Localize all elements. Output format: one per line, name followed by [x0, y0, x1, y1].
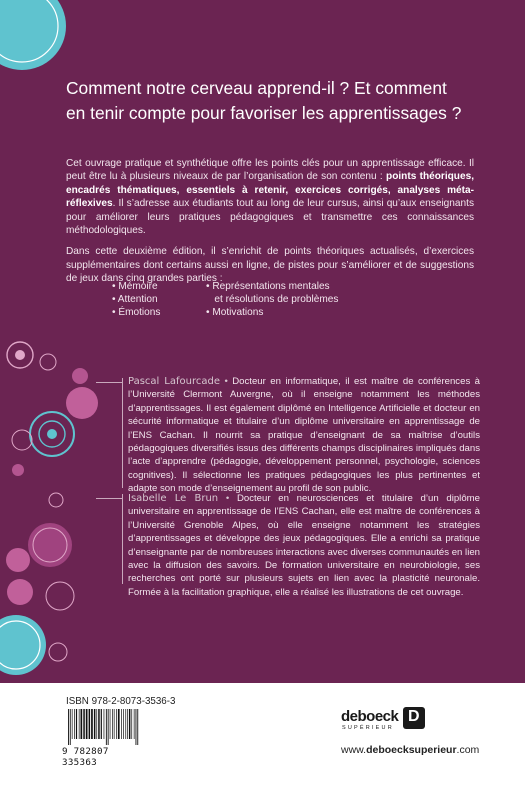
headline-line-2: en tenir compte pour favoriser les apprentissages ? [66, 103, 462, 123]
intro-paragraph-1 [66, 157, 474, 237]
author-bullet-1: • [224, 376, 228, 387]
barcode-bar [70, 709, 71, 745]
deco-circle-medium-4 [66, 387, 98, 419]
deco-circle-large-9 [28, 523, 72, 567]
deco-circle-medium-11 [7, 579, 33, 605]
deco-circle-ring-12 [46, 582, 74, 610]
barcode-bar [76, 709, 77, 739]
barcode-bar [134, 709, 135, 739]
barcode-image [62, 709, 142, 745]
parts-column-1 [112, 280, 160, 320]
barcode-bar [116, 709, 117, 739]
barcode-bar [79, 709, 80, 739]
deco-circle-ring-8 [49, 493, 63, 507]
part-item: et résolutions de problèmes [206, 294, 339, 306]
author-bio-2 [128, 492, 480, 599]
barcode-bar [83, 709, 85, 739]
author-vertical-line-2 [122, 494, 123, 584]
intro-text [66, 157, 474, 294]
intro-p1-end: . Il s’adresse aux étudiants tout au long de leur cursus, ainsi qu’aux enseignants pour améliorer leurs pratiques pédagogiques et transmettre ces connaissances méthodologiques. [66, 198, 474, 237]
barcode-bar [72, 709, 73, 739]
deco-circle-small-1-dot [15, 350, 25, 360]
intro-paragraph-2: Dans cette deuxième édition, il s’enrichit de points théoriques actualisés, d’exercices supplémentaires dont certains aussi en ligne, de pistes pour s’améliorer et de suggestions de jeux dans cinq grandes parties : [66, 246, 474, 285]
barcode-bar [86, 709, 88, 739]
barcode-bar [123, 709, 124, 739]
author-vertical-line-1 [122, 378, 123, 488]
part-item: • Motivations [206, 307, 264, 319]
barcode-bar [81, 709, 83, 739]
deco-circle-ring-6 [12, 430, 32, 450]
barcode-bar [96, 709, 97, 739]
headline-line-1: Comment notre cerveau apprend-il ? Et comment [66, 78, 447, 98]
author-name-2: Isabelle Le Brun [128, 493, 219, 504]
barcode-bar [106, 709, 107, 745]
author-name-1: Pascal Lafourcade [128, 376, 220, 387]
isbn-digits: 9 782807 335363 [62, 746, 109, 768]
barcode-bar [131, 709, 132, 739]
barcode-bar [125, 709, 126, 739]
barcode-bar [94, 709, 96, 739]
barcode-bar [129, 709, 131, 739]
barcode-bar [110, 709, 111, 739]
barcode-bar [112, 709, 113, 739]
barcode-bar [127, 709, 128, 739]
deco-circle-small-3 [72, 368, 88, 384]
part-item: • Représentations mentales [206, 281, 330, 292]
deco-circle-ring-13 [49, 643, 67, 661]
author-bio-1 [128, 375, 480, 496]
deco-circle-small-7 [12, 464, 24, 476]
author-bio-text-2: Docteur en neurosciences et titulaire d’un diplôme universitaire en apprentissage de l’ENS Cachan, elle est maître de conférences à l’Université Grenoble Alpes, où elle enseigne notamment les stratégies d’apprentissages et développe des jeux pédagogiques. Elle a enrichi sa pratique d’enseignante par de nombreuses interactions avec diverses communautés en lien avec la diffusion des savoirs. De formation universitaire en neurobiologie, ses recherches ont porté sur plusieurs sujets en lien avec la plasticité neuronale. Formée à la facilitation graphique, elle a réalisé les illustrations de cet ouvrage. [128, 493, 480, 598]
isbn-label: ISBN 978-2-8073-3536-3 [66, 696, 176, 707]
part-item: • Émotions [112, 307, 161, 319]
barcode-bar [136, 709, 137, 745]
publisher-logo-text: deboeck [341, 708, 399, 725]
parts-column-2 [206, 280, 338, 320]
deco-circle-teal-bottom [0, 615, 46, 675]
barcode-bar [91, 709, 93, 739]
site-prefix: www. [341, 744, 367, 756]
deco-circle-ring-2 [40, 354, 56, 370]
barcode-bar [114, 709, 115, 739]
barcode-bar [118, 709, 120, 739]
author-leader-line-2 [96, 498, 122, 499]
publisher-logo-subtext: SUPÉRIEUR [342, 725, 394, 731]
publisher-logo-mark-letter: D [408, 708, 420, 725]
author-bio-text-1: Docteur en informatique, il est maître de conférences à l’Université Clermont Auvergne, où il enseigne notamment les méthodes d’apprentissages. Il est également diplômé en Intelligence Artificielle et docteur en sécurité informatique et titulaire d’un diplôme universitaire en apprentissage de l’ENS Cachan. Il nourrit sa pratique d’enseignant de sa maîtrise d’outils pédagogiques diversifiés issus des différents champs disciplinaires impliqués dans l’acte d’apprendre (pédagogie, développement personnel, psychologie, sciences cognitives). Il sélectionne les pratiques pédagogiques les plus pertinentes et adapte son mode d’enseignement au profil de son public. [128, 376, 481, 495]
barcode-bar [89, 709, 91, 739]
barcode-bar [101, 709, 102, 739]
deco-circle-teal-5-dot [47, 429, 57, 439]
part-item: • Mémoire [112, 281, 158, 292]
headline [66, 76, 486, 126]
barcode-bar [121, 709, 122, 739]
barcode-bar [74, 709, 75, 739]
part-item: • Attention [112, 294, 158, 306]
site-suffix: .com [456, 744, 480, 756]
intro-p1-start: Cet ouvrage pratique et synthétique offre les points clés pour un apprentissage efficace. Il peut être lu à plusieurs niveaux de par l’organisation de son contenu : [66, 158, 474, 183]
barcode-bar [108, 709, 109, 745]
site-bold: deboecksuperieur [366, 744, 457, 756]
barcode-bar [98, 709, 100, 739]
publisher-logo-mark [403, 707, 425, 729]
author-bullet-2: • [225, 493, 230, 504]
intro-p1-bold: points théoriques, encadrés thématiques, essentiels à retenir, exercices corrigés, analyses méta-réflexives [66, 171, 475, 210]
deco-circle-medium-10 [6, 548, 30, 572]
publisher-website-link[interactable] [341, 744, 479, 756]
barcode-bar [104, 709, 105, 739]
barcode-bar [137, 709, 138, 745]
barcode-bar [68, 709, 69, 745]
author-leader-line-1 [96, 382, 122, 383]
